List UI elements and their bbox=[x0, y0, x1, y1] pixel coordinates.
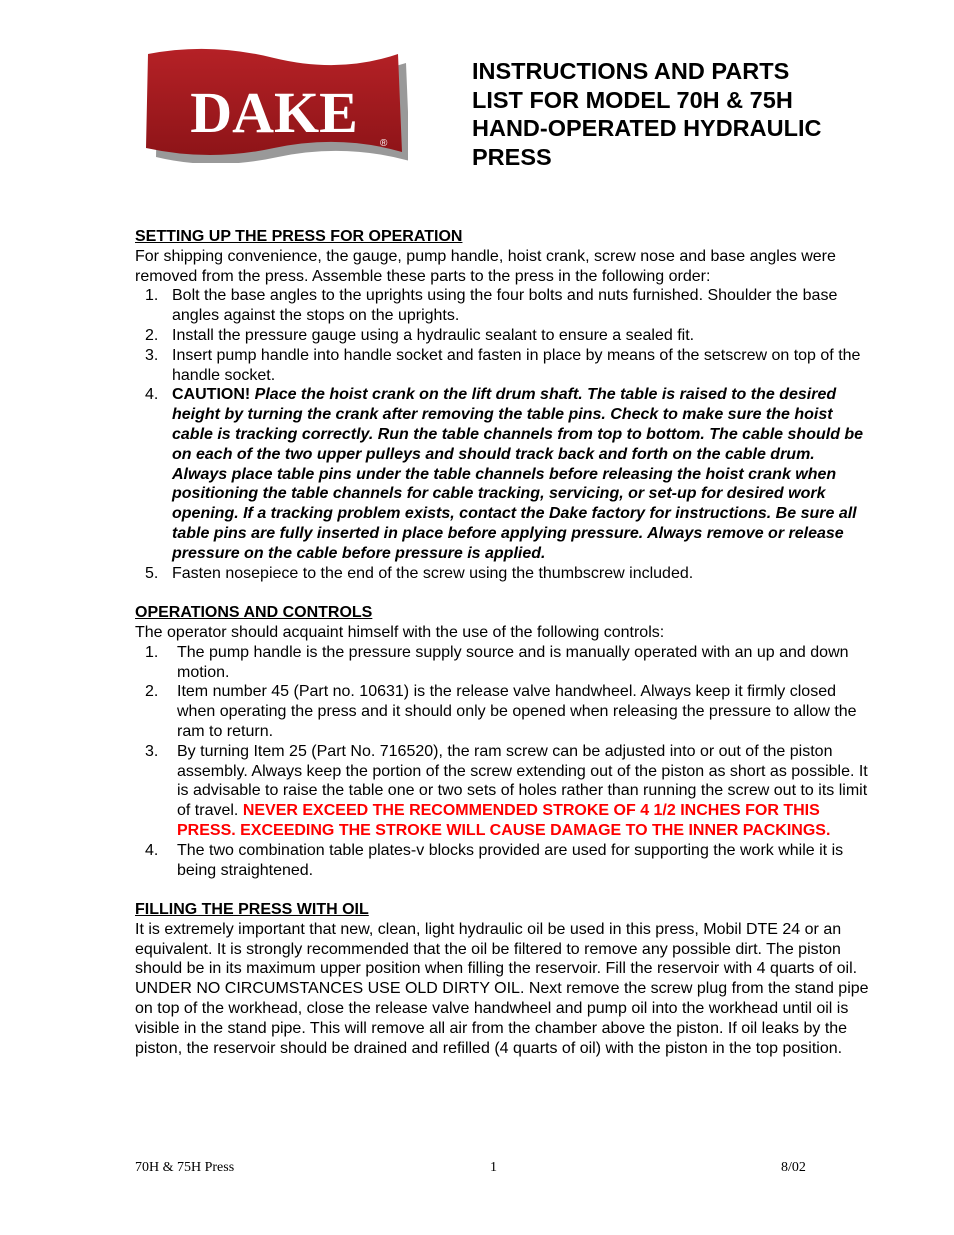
setup-heading: SETTING UP THE PRESS FOR OPERATION bbox=[135, 228, 463, 245]
title-line-4: PRESS bbox=[472, 143, 552, 170]
filling-heading: FILLING THE PRESS WITH OIL bbox=[135, 901, 369, 919]
operations-step-4 bbox=[135, 841, 870, 881]
setup-step-3 bbox=[135, 346, 870, 386]
title-line-3: HAND-OPERATED HYDRAULIC bbox=[472, 115, 822, 142]
document-body bbox=[135, 227, 870, 1058]
step-number: 2. bbox=[145, 683, 159, 701]
title-line-1: INSTRUCTIONS AND PARTS bbox=[472, 58, 790, 84]
setup-step-5 bbox=[135, 564, 870, 584]
step-number: 5. bbox=[145, 564, 159, 582]
filling-text: It is extremely important that new, clean, light hydraulic oil be used in this press, Mobil DTE 24 or an equivalent. It is strongly recommended that the oil be filtered to remove any possible dirt. The piston should be in its maximum upper position when filling the reservoir. Fill the reservoir with 4 quarts of oil. UNDER NO CIRCUMSTANCES USE OLD DIRTY OIL. Next remove the screw plug from the stand pipe on top of the workhead, close the release valve handwheel and pump oil into the workhead until oil is visible in the stand pipe. This will remove all air from the chamber above the piston. If oil leaks by the piston, the reservoir should be drained and refilled (4 quarts of oil) with the piston in the top position. bbox=[135, 920, 869, 1057]
step-text: By turning Item 25 (Part No. 716520), the ram screw can be adjusted into or out of the piston assembly. Always keep the portion of the screw extending out of the piston as short as possible. It is advisable to raise the table one or two sets of holes rather than running the screw out to its limit of travel. bbox=[177, 742, 868, 820]
step-number: 4. bbox=[145, 841, 159, 859]
setup-steps bbox=[135, 286, 870, 583]
step-text: Insert pump handle into handle socket and fasten in place by means of the setscrew on top of the handle socket. bbox=[172, 346, 861, 384]
operations-step-3 bbox=[135, 742, 870, 841]
setup-intro: For shipping convenience, the gauge, pump handle, hoist crank, screw nose and base angles were removed from the press. Assemble these parts to the press in the following order: bbox=[135, 247, 836, 285]
step-text: Bolt the base angles to the uprights using the four bolts and nuts furnished. Shoulder the base angles against the stops on the uprights. bbox=[172, 287, 838, 325]
step-text: Item number 45 (Part no. 10631) is the release valve handwheel. Always keep it firmly closed when operating the press and it should only be opened when releasing the pressure to allow the ram to return. bbox=[177, 683, 857, 740]
step-number: 2. bbox=[145, 326, 159, 344]
step-text: The pump handle is the pressure supply source and is manually operated with an up and down motion. bbox=[177, 643, 849, 681]
dake-logo bbox=[140, 48, 408, 163]
footer-model: 70H & 75H Press bbox=[135, 1160, 235, 1175]
page-title bbox=[472, 57, 892, 171]
caution-label: CAUTION! bbox=[172, 386, 251, 404]
step-text: Install the pressure gauge using a hydraulic sealant to ensure a sealed fit. bbox=[172, 326, 695, 344]
step-text: The two combination table plates-v blocks provided are used for supporting the work while it is being straightened. bbox=[177, 841, 844, 879]
operations-intro: The operator should acquaint himself with the use of the following controls: bbox=[135, 623, 665, 641]
step-number: 1. bbox=[145, 287, 159, 305]
logo-text: DAKE bbox=[190, 80, 358, 145]
setup-step-2 bbox=[135, 326, 870, 346]
step-text: Fasten nosepiece to the end of the screw using the thumbscrew included. bbox=[172, 564, 694, 582]
setup-step-1 bbox=[135, 286, 870, 326]
step-number: 4. bbox=[145, 386, 159, 404]
step-number: 3. bbox=[145, 742, 159, 760]
page-number: 1 bbox=[490, 1160, 497, 1175]
footer-date: 8/02 bbox=[781, 1160, 806, 1175]
setup-step-4 bbox=[135, 385, 870, 563]
operations-step-2 bbox=[135, 682, 870, 741]
operations-heading: OPERATIONS AND CONTROLS bbox=[135, 604, 373, 622]
title-line-2: LIST FOR MODEL 70H & 75H bbox=[472, 86, 793, 113]
step-number: 3. bbox=[145, 346, 159, 364]
operations-step-1 bbox=[135, 643, 870, 683]
step-number: 1. bbox=[145, 643, 159, 661]
caution-text: Place the hoist crank on the lift drum shaft. The table is raised to the desired height by turning the crank after removing the table pins. Check to make sure the hoist cable is tracking correctly. Run the table channels from top to bottom. The cable should be on each of the two upper pulleys and should track back and forth on the cable drum. Always place table pins under the table channels before releasing the hoist crank when positioning the table channels for cable tracking, servicing, or set-up for desired work opening. If a tracking problem exists, contact the Dake factory for instructions. Be sure all table pins are fully inserted in place before applying pressure. Always remove or release pressure on the cable before pressure is applied. bbox=[172, 386, 864, 562]
stroke-warning: NEVER EXCEED THE RECOMMENDED STROKE OF 4 1/2 INCHES FOR THIS PRESS. EXCEEDING THE STROKE WILL CAUSE DAMAGE TO THE INNER PACKINGS. bbox=[177, 802, 831, 839]
registered-mark: ® bbox=[380, 138, 388, 149]
operations-steps bbox=[135, 643, 870, 881]
